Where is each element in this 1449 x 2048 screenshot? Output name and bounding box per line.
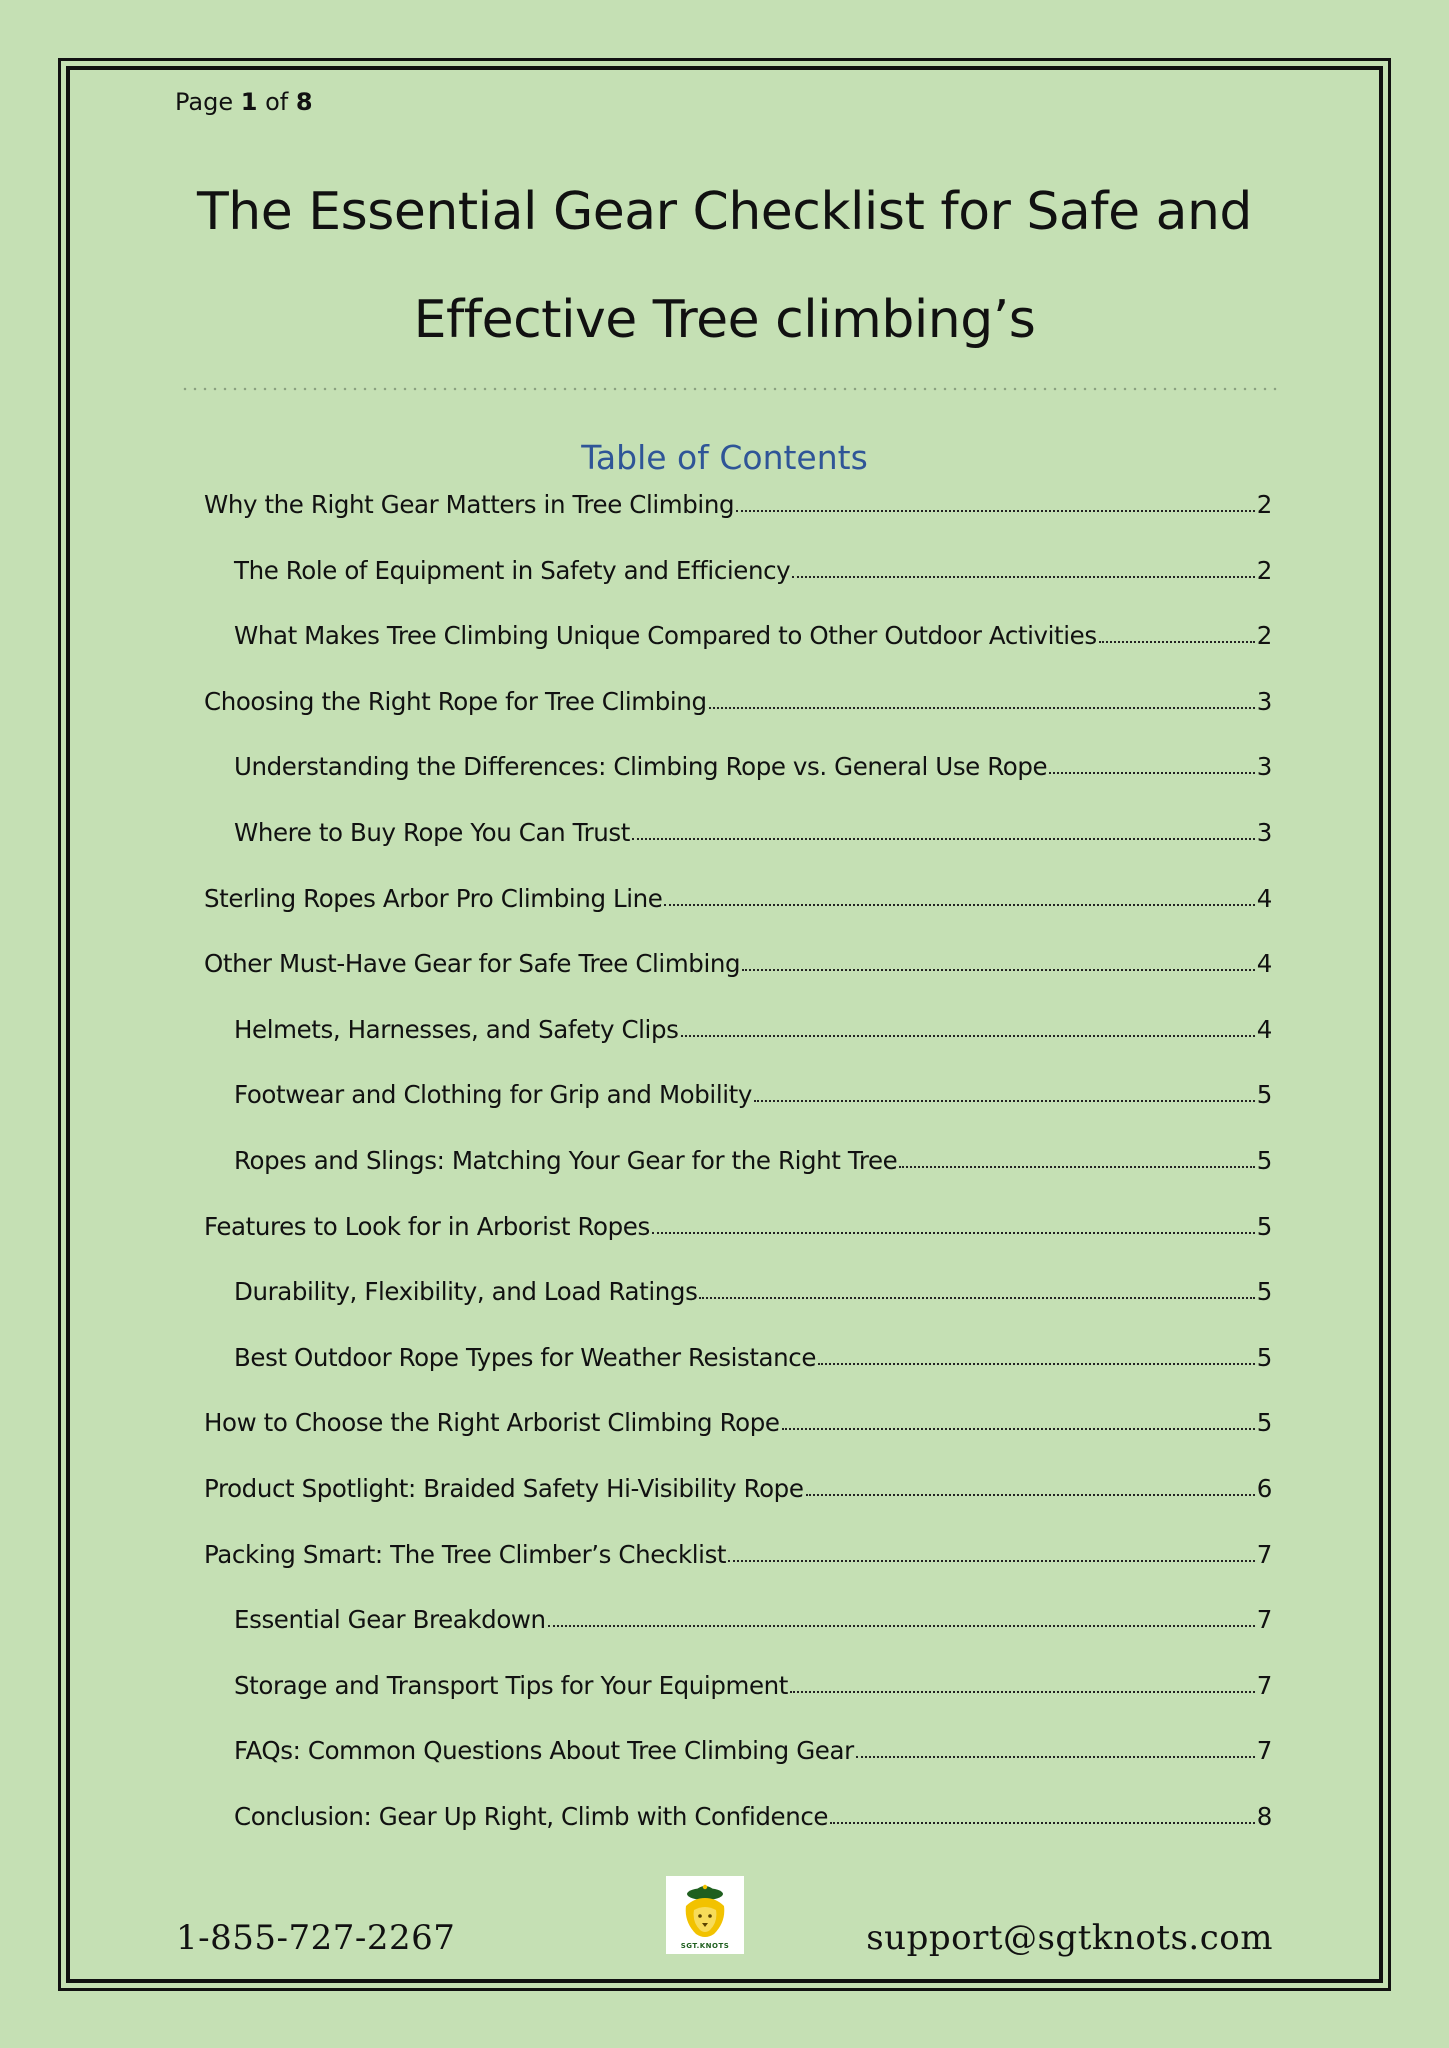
toc-entry[interactable] (204, 944, 1272, 978)
toc-entry[interactable] (234, 1075, 1272, 1109)
toc-dot-leader (818, 1363, 1255, 1365)
toc-entry-page: 3 (1256, 818, 1272, 847)
toc-entry[interactable] (234, 616, 1272, 650)
toc-entry-title: FAQs: Common Questions About Tree Climbing Gear (234, 1736, 854, 1766)
toc-entry-page: 5 (1256, 1408, 1272, 1438)
toc-dot-leader (742, 969, 1255, 971)
toc-entry-title: Where to Buy Rope You Can Trust (234, 818, 630, 847)
toc-heading: Table of Contents (581, 438, 868, 477)
toc-dot-leader (899, 1166, 1255, 1168)
toc-entry[interactable] (204, 879, 1272, 913)
toc-entry-title: Footwear and Clothing for Grip and Mobility (234, 1080, 752, 1110)
toc-entry[interactable] (234, 1600, 1272, 1634)
toc-entry-title: Durability, Flexibility, and Load Ratings (234, 1277, 698, 1307)
toc-entry-title: Ropes and Slings: Matching Your Gear for the Right Tree (234, 1146, 898, 1175)
document-title-line-2: Effective Tree climbing’s (413, 290, 1036, 350)
toc-entry[interactable] (234, 1141, 1272, 1175)
toc-entry-page: 3 (1256, 686, 1272, 716)
toc-dot-leader (699, 1297, 1254, 1299)
toc-entry[interactable] (234, 1338, 1272, 1372)
toc-entry-page: 8 (1256, 1802, 1272, 1831)
toc-dot-leader (632, 838, 1255, 840)
toc-entry-page: 5 (1256, 1277, 1272, 1307)
toc-entry[interactable] (234, 1731, 1272, 1765)
toc-entry-page: 7 (1256, 1670, 1272, 1700)
toc-entry-page: 2 (1256, 555, 1272, 585)
toc-entry-title: Best Outdoor Rope Types for Weather Resistance (234, 1342, 817, 1372)
toc-entry-title: What Makes Tree Climbing Unique Compared to Other Outdoor Activities (234, 621, 1097, 651)
toc-entry-page: 5 (1256, 1146, 1272, 1175)
toc-entry[interactable] (204, 1469, 1272, 1503)
toc-entry-title: Sterling Ropes Arbor Pro Climbing Line (204, 883, 663, 913)
toc-entry[interactable] (234, 1010, 1272, 1044)
toc-dot-leader (792, 576, 1255, 578)
toc-dot-leader (790, 1691, 1255, 1693)
page-of: of (265, 88, 289, 116)
toc-entry-title: How to Choose the Right Arborist Climbing Rope (204, 1408, 780, 1438)
footer-email[interactable]: support@sgtknots.com (866, 1918, 1273, 1958)
toc-dot-leader (652, 1232, 1255, 1234)
sgt-knots-logo (666, 1876, 744, 1954)
toc-dot-leader (806, 1494, 1255, 1496)
toc-entry[interactable] (234, 551, 1272, 585)
toc-entry-title: Storage and Transport Tips for Your Equipment (234, 1670, 788, 1700)
toc-dot-leader (1049, 772, 1255, 774)
logo-text: SGT.KNOTS (680, 1942, 730, 1950)
footer-phone[interactable]: 1-855-727-2267 (176, 1918, 456, 1958)
toc-entry-title: Packing Smart: The Tree Climber’s Checklist (204, 1539, 727, 1569)
toc-entry-page: 5 (1256, 1080, 1272, 1110)
toc-dot-leader (736, 510, 1255, 512)
toc-entry-page: 7 (1256, 1539, 1272, 1569)
toc-entry[interactable] (204, 1207, 1272, 1241)
toc-entry-title: Choosing the Right Rope for Tree Climbing (204, 686, 707, 716)
toc-entry-page: 6 (1256, 1474, 1272, 1503)
toc-entry[interactable] (204, 1535, 1272, 1569)
toc-dot-leader (830, 1822, 1255, 1824)
toc-dot-leader (664, 904, 1254, 906)
toc-entry-page: 3 (1256, 752, 1272, 782)
page-prefix: Page (175, 88, 234, 116)
toc-entry[interactable] (234, 1797, 1272, 1831)
document-title-line-1: The Essential Gear Checklist for Safe and (197, 182, 1252, 242)
toc-entry-title: Features to Look for in Arborist Ropes (204, 1211, 650, 1241)
toc-entry-page: 2 (1256, 621, 1272, 651)
toc-entry[interactable] (234, 813, 1272, 847)
page-current: 1 (240, 88, 258, 116)
toc-dot-leader (548, 1625, 1255, 1627)
toc-dot-leader (856, 1756, 1255, 1758)
toc-entry-title: Why the Right Gear Matters in Tree Climbing (204, 490, 735, 519)
toc-entry[interactable] (204, 485, 1272, 519)
toc-dot-leader (1099, 641, 1255, 643)
toc-entry-title: Product Spotlight: Braided Safety Hi-Visibility Rope (204, 1474, 804, 1503)
toc-dot-leader (681, 1035, 1255, 1037)
toc-entry-title: The Role of Equipment in Safety and Efficiency (234, 555, 791, 585)
toc-entry-page: 4 (1256, 949, 1272, 979)
toc-entry-page: 4 (1256, 883, 1272, 913)
toc-entry-page: 7 (1256, 1736, 1272, 1766)
page-total: 8 (295, 88, 313, 116)
toc-entry-page: 4 (1256, 1014, 1272, 1044)
toc-dot-leader (754, 1100, 1255, 1102)
toc-entry-page: 2 (1256, 490, 1272, 519)
toc-entry[interactable] (204, 682, 1272, 716)
toc-entry[interactable] (234, 747, 1272, 781)
title-separator (180, 384, 1280, 394)
toc-entry-title: Understanding the Differences: Climbing Rope vs. General Use Rope (234, 752, 1048, 782)
page-indicator (175, 88, 313, 116)
toc-dot-leader (728, 1560, 1255, 1562)
toc-entry[interactable] (204, 1403, 1272, 1437)
toc-dot-leader (782, 1428, 1255, 1430)
toc-entry[interactable] (234, 1272, 1272, 1306)
toc-entry-title: Helmets, Harnesses, and Safety Clips (234, 1014, 679, 1044)
toc-entry[interactable] (234, 1666, 1272, 1700)
toc-entry-title: Essential Gear Breakdown (234, 1605, 546, 1635)
toc-entry-page: 5 (1256, 1342, 1272, 1372)
toc-entry-title: Conclusion: Gear Up Right, Climb with Confidence (234, 1802, 829, 1831)
toc-entry-page: 5 (1256, 1211, 1272, 1241)
toc-entry-page: 7 (1256, 1605, 1272, 1635)
toc-dot-leader (709, 707, 1255, 709)
toc-entry-title: Other Must-Have Gear for Safe Tree Climbing (204, 949, 741, 979)
